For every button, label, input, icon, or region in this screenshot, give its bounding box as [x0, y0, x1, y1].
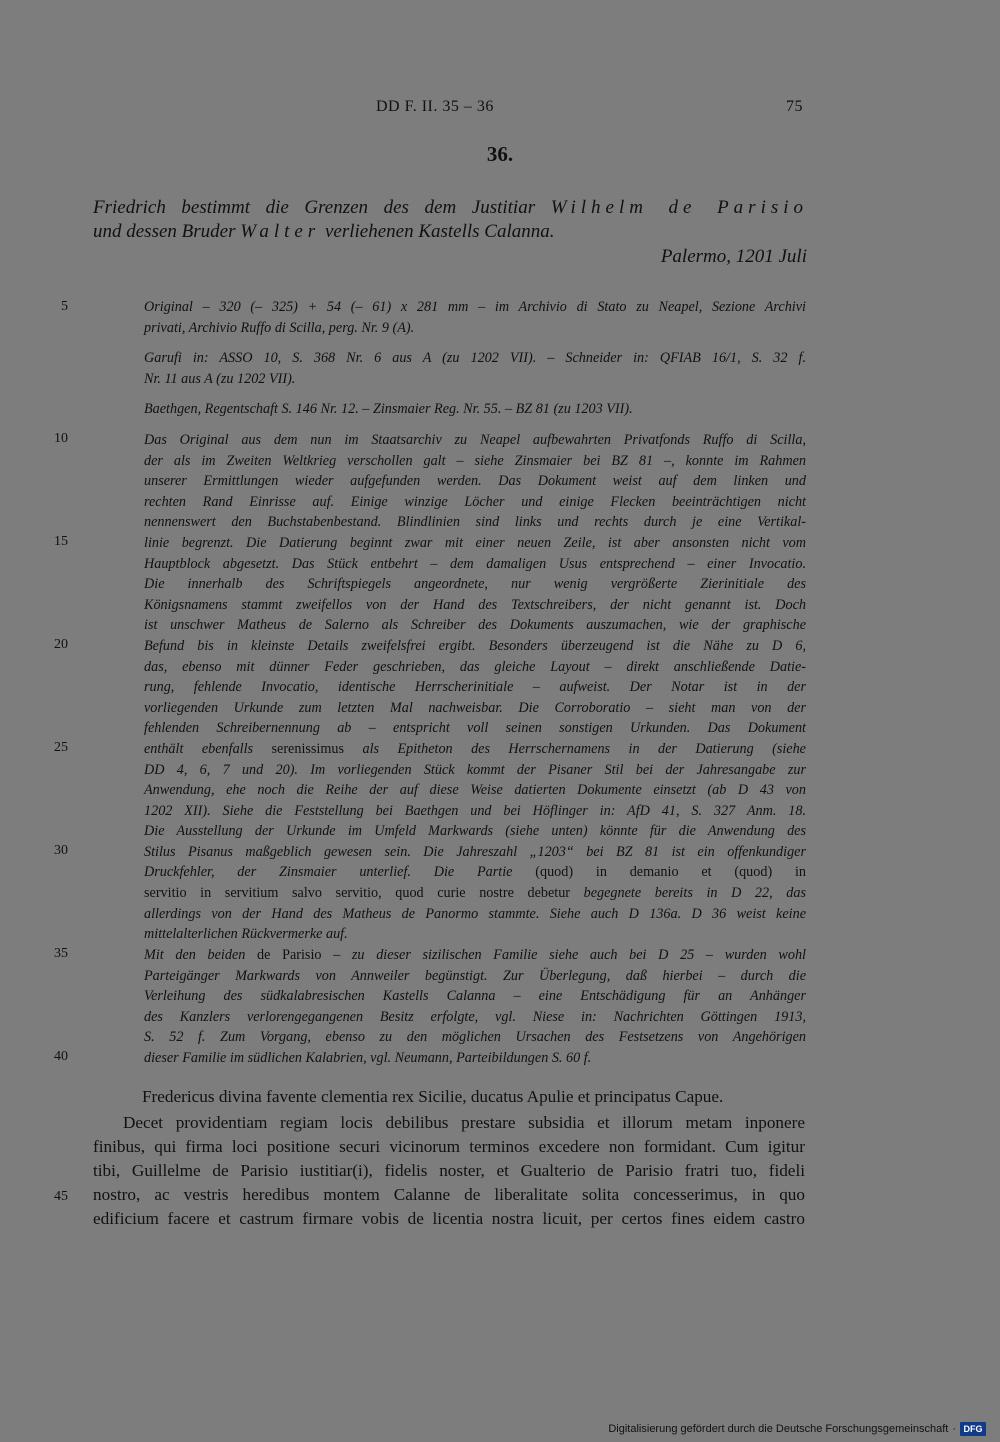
apparatus-line: Mit den beiden de Parisio – zu dieser sizilischen Familie siehe auch bei D 25 – wurden wohl: [144, 947, 806, 963]
apparatus-line: S. 52 f. Zum Vorgang, ebenso zu den möglichen Ursachen des Festsetzens von Angehörigen: [144, 1029, 806, 1046]
apparatus-line: des Kanzlers verlorengegangenen Besitz erfolgte, vgl. Niese in: Nachrichten Göttingen 1913,: [144, 1008, 806, 1025]
line-number: 10: [54, 431, 68, 446]
apparatus-original: [144, 297, 806, 338]
apparatus-line: Nr. 11 aus A (zu 1202 VII).: [144, 370, 296, 387]
text-line: finibus, qui firma loci positione securi vicinorum terminos excedere non formidant. Cum igitur: [93, 1137, 805, 1157]
document-number: 36.: [486, 142, 514, 166]
apparatus-line: nennenswert den Buchstabenbestand. Blindlinien sind links und rechts durch je eine Vertikal-: [144, 514, 806, 531]
apparatus-editions: [144, 348, 806, 389]
running-head-title: DD F. II. 35 – 36: [376, 98, 494, 115]
apparatus-line: Original – 320 (– 325) + 54 (– 61) x 281 mm – im Archivio di Stato zu Neapel, Sezione Archivi: [144, 299, 806, 315]
line-number: 45: [54, 1189, 68, 1204]
apparatus-line: allerdings von der Hand des Matheus de Panormo stammte. Siehe auch D 136a. D 36 weist keine: [144, 905, 806, 922]
footer-credit: Digitalisierung gefördert durch die Deutsche Forschungsgemeinschaft · DFG: [608, 1422, 986, 1436]
footer-text: Digitalisierung gefördert durch die Deutsche Forschungsgemeinschaft: [608, 1423, 949, 1435]
apparatus-line: Die Ausstellung der Urkunde im Umfeld Markwards (siehe unten) könnte für die Anwendung des: [144, 823, 806, 840]
apparatus-line: rung, fehlende Invocatio, identische Herrscherinitiale – aufweist. Der Notar ist in der: [144, 679, 806, 696]
apparatus-line: fehlenden Schreibernennung ab – entspricht voll seinen sonstigen Urkunden. Das Dokument: [144, 720, 806, 737]
apparatus-line: mittelalterlichen Rückvermerke auf.: [144, 926, 348, 943]
line-number: 25: [54, 740, 68, 755]
regest-name-walter: Walter: [240, 221, 321, 242]
apparatus-line: Verleihung des südkalabresischen Kastells Calanna – eine Entschädigung für an Anhänger: [144, 988, 806, 1005]
apparatus-line: Garufi in: ASSO 10, S. 368 Nr. 6 aus A (zu 1202 VII). – Schneider in: QFIAB 16/1, S. 32 f.: [144, 350, 806, 366]
apparatus-line: Befund bis in kleinste Details zweifelsfrei ergibt. Besonders überzeugend ist die Nähe zu D 6,: [144, 637, 806, 654]
apparatus-line: DD 4, 6, 7 und 20). Im vorliegenden Stück kommt der Pisaner Stil bei der Jahresangabe zur: [144, 761, 806, 778]
apparatus-regesta: Baethgen, Regentschaft S. 146 Nr. 12. – Zinsmaier Reg. Nr. 55. – BZ 81 (zu 1203 VII).: [144, 401, 633, 417]
page-number: 75: [786, 98, 803, 115]
text-line: edificium facere et castrum firmare vobis de licentia nostra licuit, per certos fines eidem castro: [93, 1209, 805, 1229]
apparatus-family-note: [144, 945, 806, 1069]
regest-line-2: [93, 220, 808, 244]
apparatus-line: Stilus Pisanus maßgeblich gewesen sein. Die Jahreszahl „1203“ bei BZ 81 ist ein offenkundiger: [144, 843, 806, 860]
apparatus-line: Das Original aus dem nun im Staatsarchiv zu Neapel aufbewahrten Privatfonds Ruffo di Scilla,: [144, 432, 806, 448]
apparatus-line: Anwendung, ehe noch die Reihe der auf diese Weise datierten Dokumente einsetzt (ab D 43 von: [144, 782, 806, 799]
apparatus-line: privati, Archivio Ruffo di Scilla, perg. Nr. 9 (A).: [144, 319, 415, 336]
regest-text: und dessen Bruder: [93, 221, 236, 242]
apparatus-line: linie begrenzt. Die Datierung beginnt zwar mit einer neuen Zeile, ist aber ansonsten nicht vom: [144, 534, 806, 551]
line-number: 20: [54, 637, 68, 652]
dfg-logo-icon: DFG: [960, 1422, 986, 1436]
line-number: 40: [54, 1049, 68, 1064]
apparatus-line: vorliegenden Urkunde zum letzten Mal nachweisbar. Die Corroboratio – sieht man von der: [144, 699, 806, 716]
apparatus-line: servitio in servitium salvo servitio, quod curie nostre debetur begegnete bereits in D 22, das: [144, 885, 806, 902]
line-number: 30: [54, 843, 68, 858]
apparatus-line: dieser Familie im südlichen Kalabrien, vgl. Neumann, Parteibildungen S. 60 f.: [144, 1049, 592, 1066]
apparatus-line: 1202 XII). Siehe die Feststellung bei Baethgen und bei Höflinger in: AfD 41, S. 327 Anm. 18.: [144, 802, 806, 819]
line-number: 5: [61, 299, 68, 314]
apparatus-line: Die innerhalb des Schriftspiegels angeordnete, nur wenig vergrößerte Zierinitiale des: [144, 576, 806, 593]
line-number: 35: [54, 946, 68, 961]
regest-name-wilhelm: Wilhelm de Parisio: [550, 197, 809, 218]
place-and-date: Palermo, 1201 Juli: [660, 246, 807, 267]
apparatus-line: Hauptblock abgesetzt. Das Stück entbehrt – dem damaligen Usus entsprechend – einer Invocatio.: [144, 555, 806, 572]
regest-line-1: [93, 196, 808, 220]
regest-text: Friedrich bestimmt die Grenzen des dem Justitiar: [93, 197, 536, 218]
line-number: 15: [54, 534, 68, 549]
text-line: tibi, Guillelme de Parisio iustitiar(i), fidelis noster, et Gualterio de Parisio fratri tuo, fideli: [93, 1161, 805, 1181]
text-line: Decet providentiam regiam locis debilibus prestare subsidia et illorum metam inponere: [123, 1113, 805, 1132]
apparatus-line: enthält ebenfalls serenissimus als Epitheton des Herrschernamens in der Datierung (siehe: [144, 740, 806, 757]
apparatus-line: Parteigänger Markwards von Annweiler begünstigt. Zur Überlegung, daß hierbei – durch die: [144, 967, 806, 984]
apparatus-commentary: [144, 430, 806, 945]
apparatus-line: unserer Ermittlungen wieder aufgefunden werden. Das Dokument weist auf dem linken und: [144, 473, 806, 490]
regest-text: verliehenen Kastells Calanna.: [324, 221, 555, 242]
apparatus-line: Druckfehler, der Zinsmaier unterlief. Die Partie (quod) in demanio et (quod) in: [144, 864, 807, 881]
apparatus-line: rechten Rand Einrisse auf. Einige winzige Löcher und einige Flecken beeinträchtigen nicht: [144, 493, 806, 510]
text-line: nostro, ac vestris heredibus montem Calanne de liberalitate solita concesserimus, in quo: [93, 1185, 805, 1205]
apparatus-line: das, ebenso mit dünner Feder geschrieben, das gleiche Layout – direkt anschließende Datie-: [144, 658, 806, 675]
apparatus-line: ist unschwer Matheus de Salerno als Schreiber des Dokuments auszumachen, wie der graphische: [144, 617, 806, 634]
apparatus-line: der als im Zweiten Weltkrieg verschollen galt – siehe Zinsmaier bei BZ 81 –, konnte im Rahmen: [144, 452, 806, 469]
apparatus-line: Königsnamens stammt zweifellos von der Hand des Textschreibers, der nicht genannt ist. Doch: [144, 596, 806, 613]
intitulatio: Fredericus divina favente clementia rex Sicilie, ducatus Apulie et principatus Capue.: [142, 1087, 724, 1106]
diploma-text: [93, 1111, 805, 1231]
